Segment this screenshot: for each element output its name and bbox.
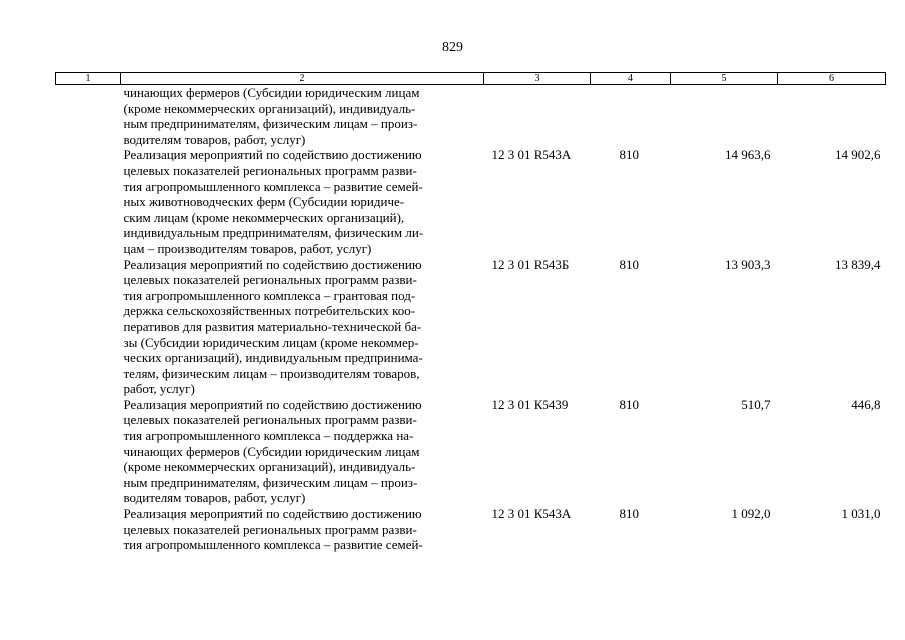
- row-name-line: тия агропромышленного комплекса – развитие семей-: [123, 178, 423, 194]
- column-header-1: 1: [56, 73, 121, 85]
- row-name-line: Реализация мероприятий по содействию достижению: [123, 506, 422, 522]
- row-name-line: телям, физическим лицам – производителям товаров,: [123, 365, 420, 381]
- row-name-line: ским лицам (кроме некоммерческих организаций),: [123, 209, 405, 225]
- row-value-col5: 510,7: [741, 396, 771, 412]
- table-row: [56, 257, 886, 397]
- row-code: 12 3 01 К543А: [491, 506, 572, 522]
- row-value-col5: 14 963,6: [725, 147, 771, 163]
- page-number: 829: [442, 40, 463, 55]
- row-name-line: Реализация мероприятий по содействию достижению: [123, 147, 422, 163]
- row-name: [56, 147, 484, 256]
- row-expense-type: 810: [619, 147, 639, 163]
- row-name-line: целевых показателей региональных программ разви-: [123, 412, 417, 428]
- row-value-col6: 13 839,4: [835, 256, 881, 272]
- row-value-col6: 1 031,0: [841, 506, 881, 522]
- row-name-line: (кроме некоммерческих организаций), индивидуаль-: [123, 100, 416, 116]
- row-code: [484, 85, 591, 148]
- row-name-line: зы (Субсидии юридическим лицам (кроме некоммер-: [123, 334, 419, 350]
- table-row: [56, 397, 886, 506]
- row-code: 12 3 01 R543А: [491, 147, 572, 163]
- row-name-line: индивидуальным предпринимателям, физическим ли-: [123, 225, 424, 241]
- row-value-col5: 13 903,3: [725, 256, 771, 272]
- row-name: [56, 397, 484, 506]
- row-name-line: чинающих фермеров (Субсидии юридическим лицам: [123, 85, 420, 100]
- row-expense-type: 810: [619, 256, 639, 272]
- table-header: [56, 73, 886, 85]
- column-number-row: [56, 73, 886, 85]
- row-name-line: чинающих фермеров (Субсидии юридическим лицам: [123, 443, 420, 459]
- row-name-line: тия агропромышленного комплекса – развитие семей-: [123, 537, 423, 553]
- row-code: 12 3 01 К5439: [491, 396, 569, 412]
- row-expense-type: 810: [619, 506, 639, 522]
- row-name-line: ным предпринимателям, физическим лицам – произ-: [123, 116, 418, 132]
- column-header-5: 5: [671, 73, 778, 85]
- row-name-line: целевых показателей региональных программ разви-: [123, 162, 417, 178]
- row-value-col5: [671, 85, 778, 148]
- row-name-line: целевых показателей региональных программ разви-: [123, 272, 417, 288]
- row-name: [56, 506, 484, 553]
- budget-table: [55, 72, 886, 553]
- row-value-col6: 446,8: [851, 396, 881, 412]
- row-name-line: ных животноводческих ферм (Субсидии юридиче-: [123, 194, 405, 210]
- row-name-line: держка сельскохозяйственных потребительских коо-: [123, 303, 416, 319]
- row-value-col6: [778, 85, 886, 148]
- row-name-line: Реализация мероприятий по содействию достижению: [123, 256, 422, 272]
- row-name-line: Реализация мероприятий по содействию достижению: [123, 396, 422, 412]
- row-name-line: тия агропромышленного комплекса – поддержка на-: [123, 428, 414, 444]
- row-name-line: водителям товаров, работ, услуг): [123, 490, 306, 506]
- row-name-line: целевых показателей региональных программ разви-: [123, 521, 417, 537]
- row-name-line: ческих организаций), индивидуальным предпринима-: [123, 350, 423, 366]
- column-header-2: 2: [121, 73, 484, 85]
- row-name-line: тия агропромышленного комплекса – грантовая под-: [123, 287, 416, 303]
- row-value-col5: 1 092,0: [731, 506, 771, 522]
- row-expense-type: [591, 85, 671, 148]
- table-row: [56, 506, 886, 553]
- row-expense-type: 810: [619, 396, 639, 412]
- row-name-line: работ, услуг): [123, 381, 195, 397]
- row-name-line: (кроме некоммерческих организаций), индивидуаль-: [123, 459, 416, 475]
- row-name: [56, 257, 484, 397]
- column-header-4: 4: [591, 73, 671, 85]
- table-body: [56, 85, 886, 553]
- row-name: [56, 85, 484, 148]
- table-row: [56, 147, 886, 256]
- row-name-line: цам – производителям товаров, работ, услуг): [123, 240, 372, 256]
- row-value-col6: 14 902,6: [835, 147, 881, 163]
- row-code: 12 3 01 R543Б: [491, 256, 570, 272]
- column-header-3: 3: [484, 73, 591, 85]
- column-header-6: 6: [778, 73, 886, 85]
- row-name-line: перативов для развития материально-технической ба-: [123, 318, 422, 334]
- row-name-line: ным предпринимателям, физическим лицам – произ-: [123, 474, 418, 490]
- table-row: [56, 85, 886, 148]
- row-name-line: водителям товаров, работ, услуг): [123, 131, 306, 147]
